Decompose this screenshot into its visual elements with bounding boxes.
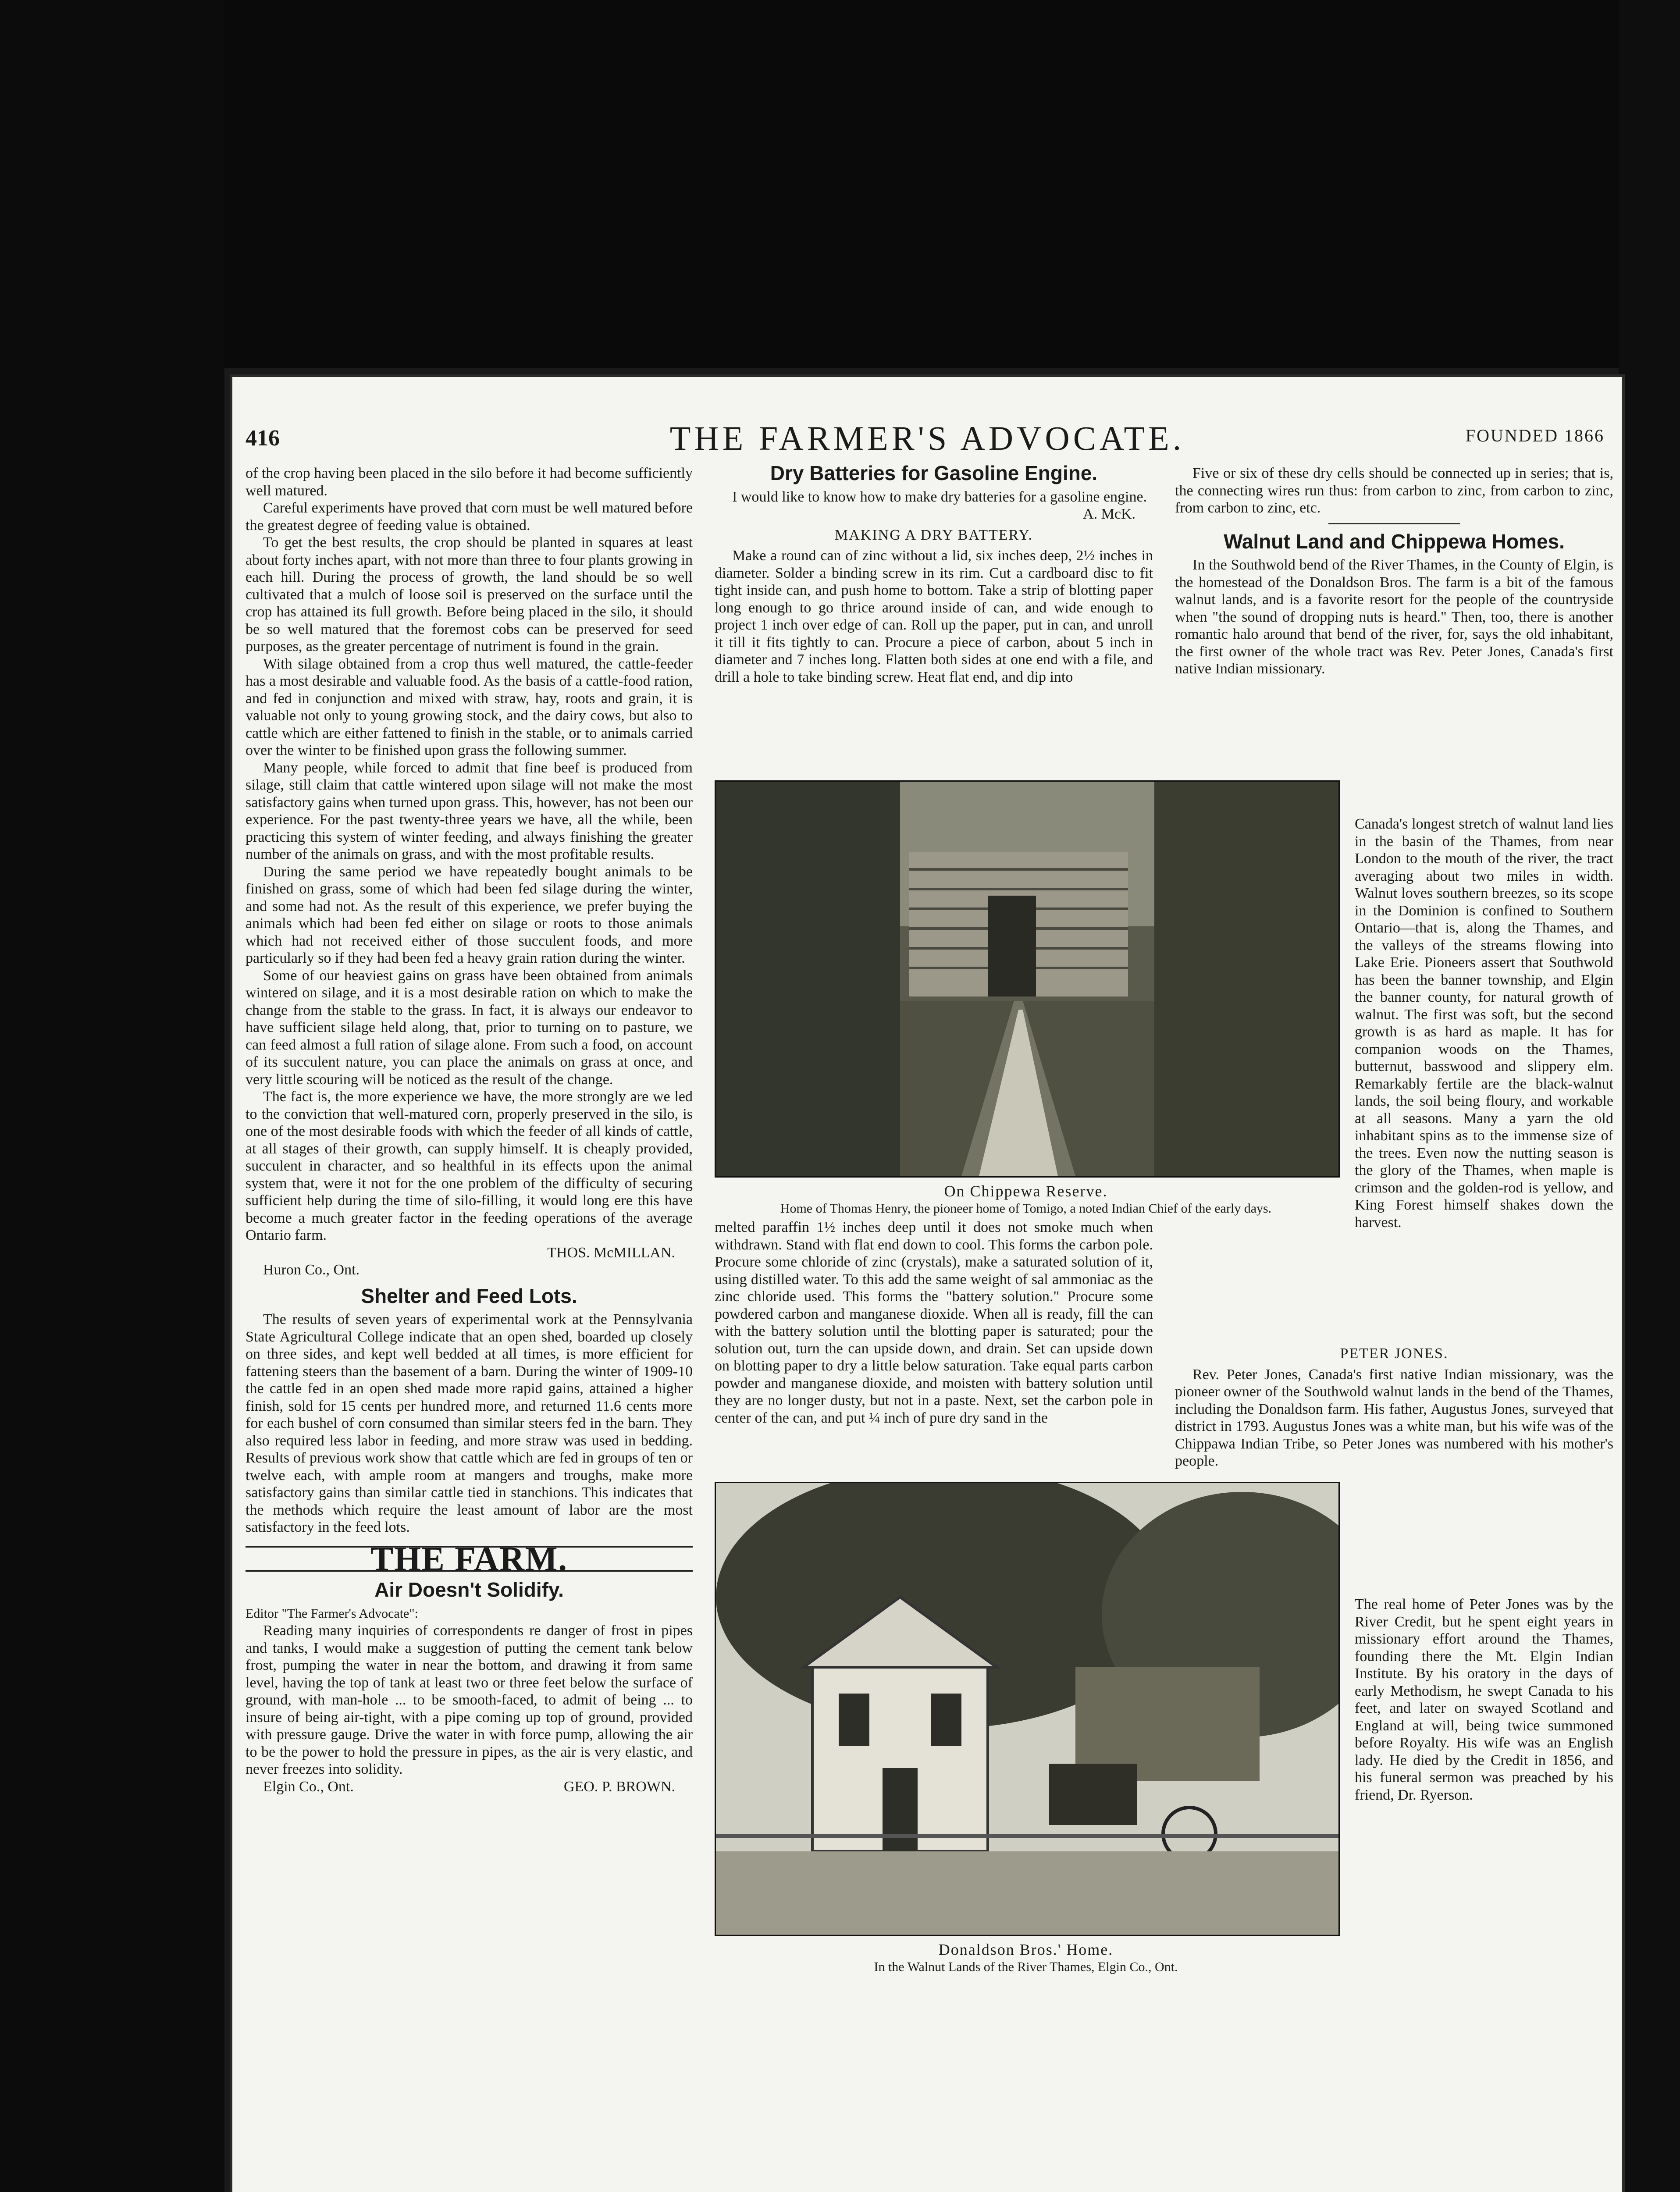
- donaldson-house-illustration: [716, 1483, 1338, 1935]
- walnut-paragraph-2: Canada's longest stretch of walnut land lies in the basin of the Thames, from near London to the mouth of the river, the tract averaging about two miles in width. Walnut loves southern breezes, so its scope in the Dominion is confined to Southern Ontario—that is, along the Thames, and the valleys of the streams flowing into Lake Erie. Pioneers assert that Southwold has been the banner township, and Elgin the banner county, for natural growth of walnut. The first was soft, but the second growth is as hard as maple. It has for companion woods on the Thames, butternut, basswood and slippery elm. Remarkably fertile are the black-walnut lands, the soil being floury, and workable at all seasons. Many a yarn the old inhabitant spins as to the immense size of the trees. Even now the nutting season is the glory of the Thames, when maple is crimson and the golden-rod is yellow, and King Forest himself shakes down the harvest.: [1355, 816, 1613, 1231]
- batteries-end: Five or six of these dry cells should be connected up in series; that is, the connecting wires run thus: from carbon to zinc, from carbon to zinc, from carbon to zinc, etc.: [1175, 465, 1613, 516]
- walnut-paragraph-1: In the Southwold bend of the River Thames, in the County of Elgin, is the homestead of the Donaldson Bros. The farm is a bit of the famous walnut lands, and is a favorite resort for the people of the countryside when "the sound of dropping nuts is heard." Then, too, there is another romantic halo around that bend of the river, for, says the old inhabitant, the first owner of the whole tract was Rev. Peter Jones, Canada's first native Indian missionary.: [1175, 557, 1613, 677]
- col1-paragraph: The fact is, the more experience we have, the more strongly are we led to the conviction that well-matured corn, properly preserved in the silo, is one of the most desirable foods with which the feeder of all kinds of cattle, at all stages of their growth, can supply himself. It is cheaply provided, succulent in character, and so healthful in its effects upon the animal system that, were it not for the one problem of the difficulty of securing sufficient help during the time of silo-filling, it would long ere this have become a much greater factor in the feeding operations of the average Ontario farm.: [246, 1089, 693, 1243]
- col1-paragraph: of the crop having been placed in the silo before it had become sufficiently well matured.: [246, 465, 693, 499]
- article-place: Huron Co., Ont.: [263, 1262, 360, 1278]
- peter-jones-paragraph-1: Rev. Peter Jones, Canada's first native Indian missionary, was the pioneer owner of the Southwold walnut lands in the bend of the Thames, including the Donaldson farm. His father, Augustus Jones, surveyed that district in 1793. Augustus Jones was a white man, but his wife was of the Chippawa Indian Tribe, so Peter Jones was numbered with his mother's people.: [1175, 1366, 1613, 1469]
- peter-jones-section: [1175, 1342, 1613, 1470]
- air-signoff: [246, 1778, 693, 1796]
- the-farm-heading: THE FARM.: [246, 1546, 693, 1572]
- log-house-illustration: [716, 782, 1338, 1176]
- batteries-heading: Dry Batteries for Gasoline Engine.: [770, 462, 1098, 484]
- figure2-subcaption: In the Walnut Lands of the River Thames, Elgin Co., Ont.: [874, 1960, 1178, 1974]
- col1-paragraph: To get the best results, the crop should be planted in squares at least about forty inches apart, with not more than three to four plants growing in each hill. During the process of growth, the land should be so well cultivated that a mulch of loose soil is preserved on the surface until the crop has attained its full growth. Before being placed in the silo, it should be so well matured that the foremost cobs can be preserved for seed purposes, as the greater percentage of nutriment is found in the grain.: [246, 534, 693, 655]
- page-number: 416: [246, 426, 280, 451]
- scan-margin-top: [224, 0, 1680, 368]
- batteries-query: I would like to know how to make dry batteries for a gasoline engine.: [732, 488, 1147, 505]
- air-signature: GEO. P. BROWN.: [563, 1778, 675, 1795]
- col1-paragraph: During the same period we have repeatedly bought animals to be finished on grass, some of which had been fed silage during the winter, and some had not. As the result of this experience, we prefer buying the animals which had been fed either on silage or roots to those animals which had not received either of those succulent foods, and more particularly so if they had been fed a heavy grain ration during the winter.: [246, 863, 693, 966]
- air-heading: Air Doesn't Solidify.: [374, 1578, 564, 1601]
- newspaper-page: [232, 377, 1622, 2192]
- figure1-subcaption: Home of Thomas Henry, the pioneer home of Tomigo, a noted Indian Chief of the early days.: [780, 1201, 1272, 1216]
- scan-margin-left: [0, 0, 224, 2192]
- col1-paragraph: Some of our heaviest gains on grass have been obtained from animals wintered on silage, and it is a most desirable ration on which to make the change from the stable to the grass. In fact, it is always our endeavor to have sufficient silage held along, that, prior to turning on to pasture, we can feed almost a full ration of silage alone. From such a food, on account of its succulent nature, you can place the animals on grass at once, and very little scouring will be noticed as the result of the change.: [246, 967, 693, 1088]
- col1-paragraph: Many people, while forced to admit that fine beef is produced from silage, still claim that cattle wintered upon silage will not make the most satisfactory gains when turned upon grass. This, however, has not been our experience. For the past twenty-three years we have, all the while, been practicing this system of winter feeding, and always finishing the greater number of the animals on grass, and with the most profitable results.: [246, 759, 693, 862]
- batteries-text-mid: melted paraffin 1½ inches deep until it does not smoke much when withdrawn. Stand with flat end down to cool. This forms the carbon pole. Procure some chloride of zinc (crystals), make a saturated solution of it, using distilled water. To this add the same weight of sal ammoniac as the zinc chloride used. This forms the "battery solution." Procure some powdered carbon and manganese dioxide. When all is ready, fill the can with the battery solution until the blotting paper is saturated; pour the solution out, turn the can upside down, and drain. Set can upside down on blotting paper to dry a little below saturation. Take equal parts carbon powder and manganese dioxide, and moisten with battery solution until they are no longer dusty, but not in a paste. Next, set the carbon pole in center of the can, and put ¼ inch of pure dry sand in the: [715, 1219, 1153, 1426]
- photo-donaldson-house: [715, 1482, 1340, 1936]
- air-place: Elgin Co., Ont.: [263, 1778, 354, 1795]
- column-3: [1175, 465, 1613, 678]
- shelter-heading: Shelter and Feed Lots.: [361, 1284, 577, 1307]
- photo-log-house: [715, 780, 1340, 1178]
- scan-margin-right: [1619, 0, 1680, 2192]
- col1-paragraph: Careful experiments have proved that corn must be well matured before the greatest degree of feeding value is obtained.: [246, 500, 693, 534]
- batteries-subhead: MAKING A DRY BATTERY.: [835, 527, 1033, 543]
- article-signature: THOS. McMILLAN.: [547, 1244, 675, 1261]
- batteries-query-sign: A. McK.: [1083, 506, 1135, 522]
- column-1: [246, 465, 693, 1795]
- air-editor-line: Editor "The Farmer's Advocate":: [246, 1606, 418, 1621]
- shelter-text: The results of seven years of experimental work at the Pennsylvania State Agricultural College indicate that an open shed, boarded up closely on three sides, and kept well bedded at all times, is more efficient for fattening steers than the basement of a barn. During the winter of 1909-10 the cattle fed in an open shed made more rapid gains, attained a higher finish, sold for 15 cents per hundred more, and returned 11.6 cents more for each bushel of corn consumed than similar steers fed in the barn. They also required less labor in feeding, and more straw was used in bedding. Results of previous work show that cattle which are fed in groups of ten or twelve each, with ample room at mangers and troughs, make more satisfactory gains than similar cattle tied in stanchions. This indicates that the methods which require the least amount of labor are the most satisfactory in the feed lots.: [246, 1311, 693, 1535]
- figure1-caption: On Chippewa Reserve.: [944, 1182, 1108, 1200]
- walnut-heading: Walnut Land and Chippewa Homes.: [1224, 530, 1565, 553]
- section-rule: [1328, 523, 1460, 524]
- masthead-title: THE FARMER'S ADVOCATE.: [669, 419, 1185, 457]
- batteries-text-top: Make a round can of zinc without a lid, six inches deep, 2½ inches in diameter. Solder a binding screw in its rim. Cut a cardboard disc to fit tight inside can, and push home to bottom. Take a strip of blotting paper long enough to go thrice around inside of can, and wide enough to project 1 inch over edge of can. Roll up the paper, put in can, and unroll it till it fits tightly to can. Procure a piece of carbon, about 5 inch in diameter and 7 inches long. Flatten both sides at one end with a file, and drill a hole to take binding screw. Heat flat end, and dip into: [715, 548, 1153, 685]
- air-text: Reading many inquiries of correspondents re danger of frost in pipes and tanks, I would make a suggestion of putting the cement tank below frost, pumping the water in near the bottom, and drawing it from same level, having the top of tank at least two or three feet below the surface of ground, with man-hole ... to be smooth-faced, to admit of being ... to insure of being air-tight, with a pipe coming up top of ground, provided with pressure gauge. Drive the water in with force pump, allowing the air to be the power to hold the pressure in pipes, as the air is very elastic, and never freezes into solidity.: [246, 1623, 693, 1777]
- peter-jones-heading: PETER JONES.: [1340, 1345, 1449, 1362]
- figure2-caption: Donaldson Bros.' Home.: [938, 1941, 1114, 1958]
- peter-jones-paragraph-2: The real home of Peter Jones was by the River Credit, but he spent eight years in missionary effort around the Thames, founding there the Mt. Elgin Indian Institute. By his oratory in the days of early Methodism, he swept Canada to his feet, and later on swayed Scotland and England at will, being twice summoned before Royalty. His wife was an English lady. He died by the Credit in 1856, and his funeral sermon was preached by his friend, Dr. Ryerson.: [1355, 1596, 1613, 1803]
- column-2: [715, 462, 1153, 686]
- col1-paragraph: With silage obtained from a crop thus well matured, the cattle-feeder has a most desirable and valuable food. As the basis of a cattle-food ration, and fed in conjunction and mixed with straw, hay, roots and grain, it is valuable not only to young growing stock, and the dairy cows, but also to cattle which are either fattened to finish in the stable, or to animals carried over the winter to be finished upon grass the following summer.: [246, 655, 693, 758]
- founded-line: FOUNDED 1866: [1465, 426, 1605, 445]
